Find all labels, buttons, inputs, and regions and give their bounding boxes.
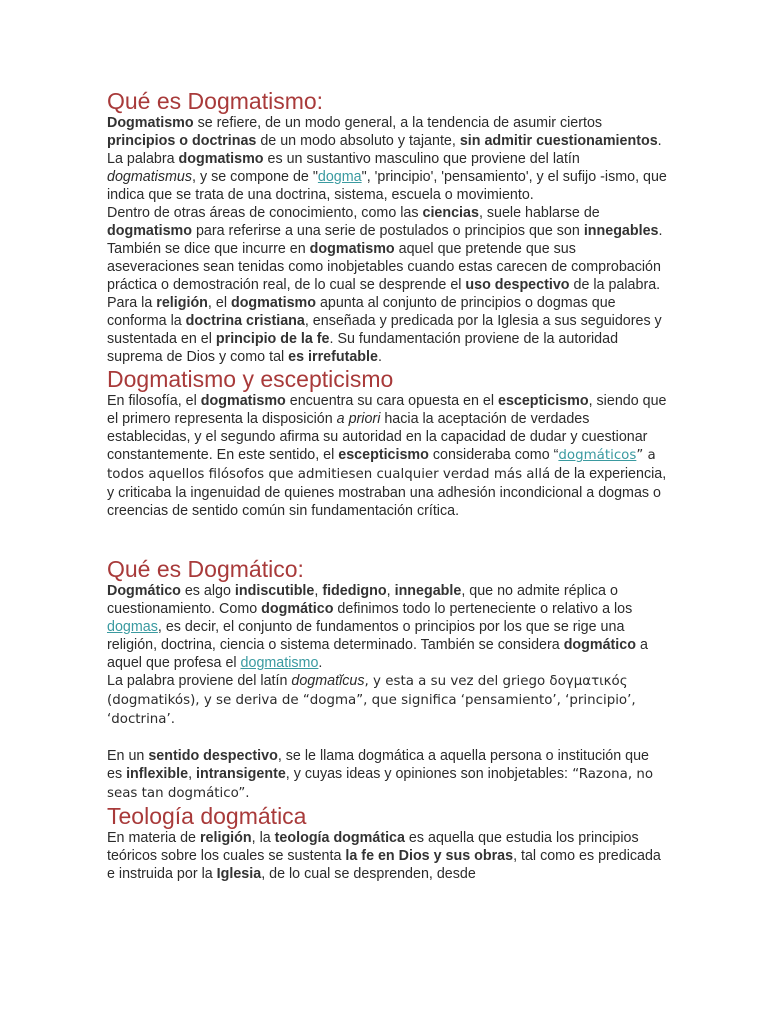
bold-term: escepticismo: [338, 447, 429, 463]
bold-term: fidedigno: [322, 583, 387, 599]
text: “Razona, no seas tan dogmático”.: [107, 767, 654, 801]
text: , tal como es predicada e instruida por la: [107, 848, 661, 882]
text: Para la: [107, 295, 157, 311]
text: La palabra: [107, 151, 179, 167]
text: es aquella que estudia los principios teóricos sobre los cuales se sustenta: [107, 830, 639, 864]
bold-term: Iglesia: [216, 866, 262, 882]
text: La palabra proviene del latín: [107, 673, 292, 689]
paragraph-sciences: [107, 204, 667, 240]
text: , se le llama dogmática a aquella persona o institución que es: [107, 748, 649, 782]
bold-term: religión: [156, 295, 208, 311]
text: aquel que pretende que sus aseveraciones sean tenidas como inobjetables cuando estas carecen de comprobación práctica o demostración real, de lo cual se desprende el: [107, 241, 661, 293]
text: de la experiencia, y criticaba la ingenuidad de quienes mostraban una adhesión incondicional a dogmas o creencias de sentido común sin fundamentación crítica.: [107, 466, 667, 519]
text: .: [318, 655, 323, 671]
paragraph-dogmatico-pejorative: [107, 747, 667, 803]
text: , es decir, el conjunto de fundamentos o principios por los que se rige una religión, doctrina, ciencia o sistema determinado. También se considera: [107, 619, 625, 653]
bold-term: religión: [199, 830, 252, 846]
bold-term: dogmatismo: [200, 393, 286, 409]
bold-term: Dogmático: [107, 583, 181, 599]
text: es un sustantivo masculino que proviene del latín: [263, 151, 580, 167]
text: En filosofía, el: [107, 393, 201, 409]
section-title-teologia-dogmatica: Teología dogmática: [107, 803, 307, 829]
italic-term: dogmatismus: [107, 169, 193, 185]
bold-term: dogmatismo: [178, 151, 264, 167]
bold-term: principios o doctrinas: [107, 133, 257, 149]
text: , siendo que el primero representa la disposición: [107, 393, 667, 427]
text: , de lo cual se desprenden, desde: [261, 866, 476, 882]
text: . Su fundamentación proviene de la autoridad suprema de Dios y como tal: [107, 331, 619, 365]
italic-term: dogmatĭcus: [291, 673, 365, 689]
link-dogmatismo[interactable]: dogmatismo: [240, 655, 319, 671]
spacer: [107, 520, 667, 556]
text: hacia la aceptación de verdades establecidas, y el segundo afirma su autoridad en la capacidad de dudar y cuestionar constantemente. En este sentido, el: [107, 411, 648, 463]
text: Dentro de otras áreas de conocimiento, como las: [107, 205, 423, 221]
text: En un: [107, 748, 149, 764]
text: , suele hablarse de: [478, 205, 600, 221]
text: ", 'principio', 'pensamiento', y el sufijo -ismo, que indica que se trata de una doctrina, sistema, escuela o movimiento.: [107, 169, 667, 203]
bold-term: ciencias: [422, 205, 479, 221]
text: ,: [314, 583, 323, 599]
article-body: [107, 88, 667, 883]
paragraph-religion: [107, 294, 667, 366]
text: .: [658, 223, 663, 239]
link-dogma[interactable]: dogma: [317, 169, 362, 185]
bold-term: indiscutible: [234, 583, 315, 599]
bold-term: inflexible: [126, 766, 189, 782]
text: , que no admite réplica o cuestionamiento. Como: [107, 583, 618, 617]
bold-term: doctrina cristiana: [185, 313, 305, 329]
text: , y se compone de ": [192, 169, 318, 185]
paragraph-dogmatico-definition: [107, 582, 667, 672]
text: , la: [251, 830, 275, 846]
paragraph-definition: [107, 114, 667, 150]
paragraph-teologia: [107, 829, 667, 883]
text: a aquel que profesa el: [107, 637, 648, 671]
text: .: [657, 133, 662, 149]
bold-term: Dogmatismo: [107, 115, 194, 131]
text: definimos todo lo perteneciente o relativo a los: [333, 601, 633, 617]
bold-term: sin admitir cuestionamientos: [459, 133, 658, 149]
bold-term: teología dogmática: [274, 830, 405, 846]
bold-term: intransigente: [196, 766, 286, 782]
section-title-dogmatismo-escepticismo: Dogmatismo y escepticismo: [107, 366, 394, 392]
text: También se dice que incurre en: [107, 241, 310, 257]
bold-term: dogmatismo: [107, 223, 192, 239]
text: ,: [188, 766, 197, 782]
bold-term: dogmático: [261, 601, 334, 617]
bold-term: dogmático: [563, 637, 636, 653]
text: , enseñada y predicada por la Iglesia a sus seguidores y sustentada en el: [107, 313, 662, 347]
text: , el: [207, 295, 231, 311]
text: ” a todos aquellos filósofos que admitiesen cualquier verdad más allá: [107, 448, 656, 482]
text: ,: [386, 583, 395, 599]
text: de la palabra.: [569, 277, 661, 293]
paragraph-philosophy: [107, 392, 667, 520]
bold-term: la fe en Dios y sus obras: [345, 848, 514, 864]
paragraph-pejorative: [107, 240, 667, 294]
link-dogmas[interactable]: dogmas: [107, 619, 158, 635]
text: es algo: [180, 583, 235, 599]
text: .: [377, 349, 382, 365]
text: consideraba como “: [428, 447, 559, 463]
text: de un modo absoluto y tajante,: [256, 133, 460, 149]
italic-term: a priori: [336, 411, 381, 427]
bold-term: innegable: [394, 583, 462, 599]
bold-term: sentido despectivo: [148, 748, 278, 764]
bold-term: innegables: [583, 223, 659, 239]
text: , y cuyas ideas y opiniones son inobjetables:: [285, 766, 568, 782]
text: para referirse a una serie de postulados o principios que son: [192, 223, 584, 239]
spacer: [107, 729, 667, 747]
bold-term: dogmatismo: [309, 241, 395, 257]
text: apunta al conjunto de principios o dogmas que conforma la: [107, 295, 616, 329]
bold-term: es irrefutable: [288, 349, 378, 365]
bold-term: dogmatismo: [230, 295, 316, 311]
bold-term: principio de la fe: [215, 331, 330, 347]
link-dogmaticos[interactable]: dogmáticos: [558, 448, 637, 463]
text: , y esta a su vez del griego δογματικός (dogmatikós), y se deriva de “dogma”, que significa ‘pensamiento’, ‘principio’, ‘doctrina’.: [107, 674, 636, 727]
section-title-que-es-dogmatico: Qué es Dogmático:: [107, 556, 304, 582]
text: encuentra su cara opuesta en el: [285, 393, 498, 409]
paragraph-dogmatico-etymology: [107, 672, 667, 729]
text: se refiere, de un modo general, a la tendencia de asumir ciertos: [193, 115, 603, 131]
bold-term: uso despectivo: [465, 277, 570, 293]
text: En materia de: [107, 830, 200, 846]
section-title-que-es-dogmatismo: Qué es Dogmatismo:: [107, 88, 324, 114]
paragraph-etymology: [107, 150, 667, 204]
bold-term: escepticismo: [498, 393, 589, 409]
